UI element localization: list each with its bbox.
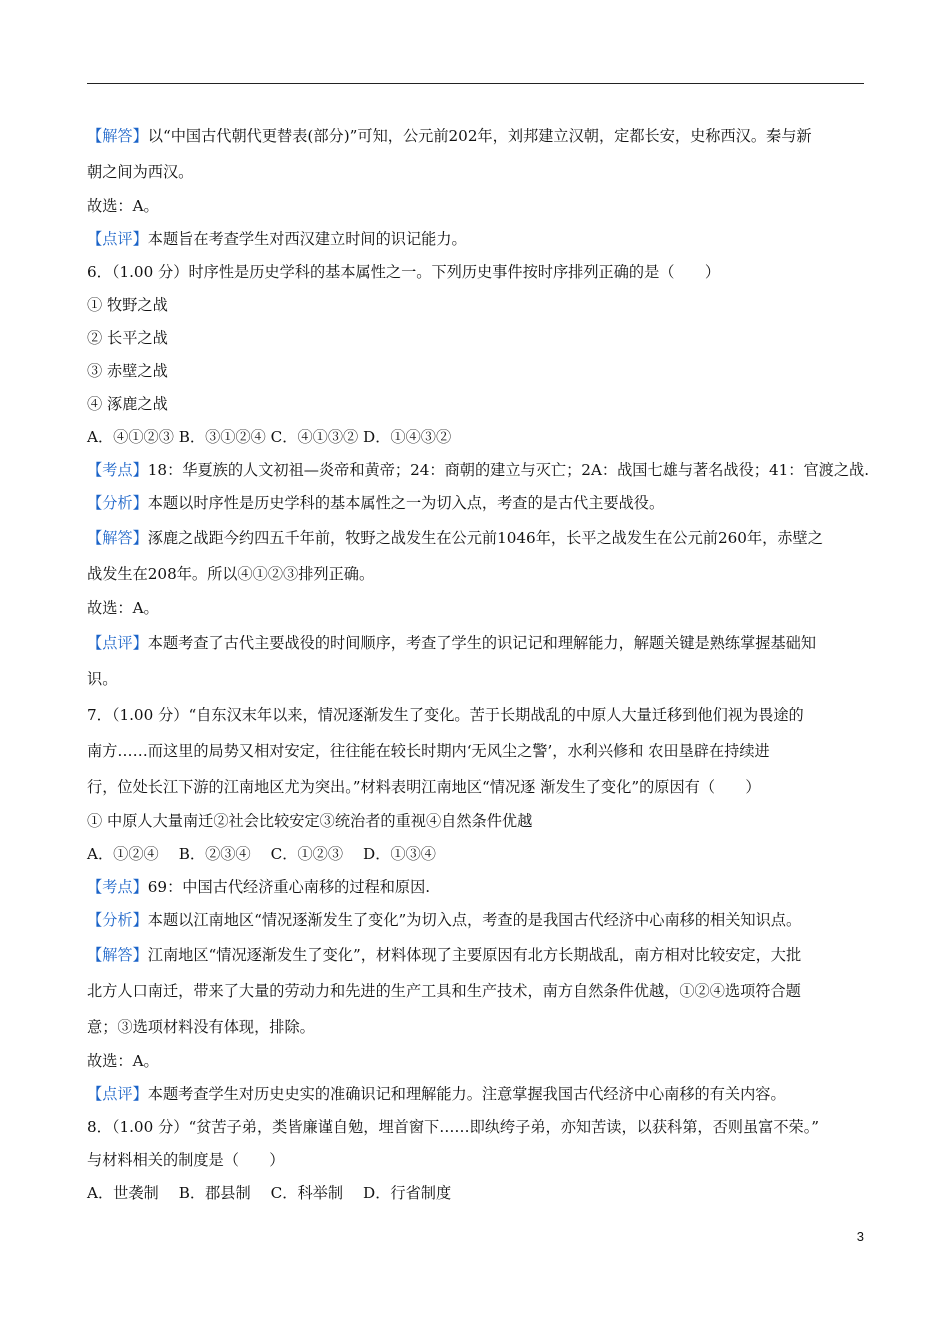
question-stem: 6．（1.00 分）时序性是历史学科的基本属性之一。下列历史事件按时序排列正确的是（ ）: [87, 263, 721, 281]
fenxi-label: 【分析】: [87, 911, 148, 929]
options-line: A．①②④ B．②③④ C．①②③ D．①③④: [87, 845, 436, 863]
choice-line: 故选：A。: [87, 197, 159, 215]
list-item: ① 中原人大量南迁②社会比较安定③统治者的重视④自然条件优越: [87, 812, 533, 830]
question-stem: 南方……而这里的局势又相对安定，往往能在较长时期内‘无风尘之警’，水利兴修和 农田垦辟在持续进: [87, 742, 770, 760]
answer-line: 【解答】以“中国古代朝代更替表(部分)”可知，公元前202年，刘邦建立汉朝，定都长安，史称西汉。秦与新: [87, 127, 812, 145]
page-content: [87, 118, 870, 1210]
answer-label: 【解答】: [87, 946, 148, 964]
list-item: ② 长平之战: [87, 329, 168, 347]
comment-line: 识。: [87, 670, 118, 688]
options-line: A．世袭制 B．郡县制 C．科举制 D．行省制度: [87, 1184, 452, 1202]
question-stem: 行，位处长江下游的江南地区尤为突出。”材料表明江南地区“情况逐 渐发生了变化”的原因有（ ）: [87, 778, 761, 796]
choice-line: 故选：A。: [87, 1052, 159, 1070]
options-line: A．④①②③ B．③①②④ C．④①③② D．①④③②: [87, 428, 452, 446]
comment-line: 【点评】本题考查了古代主要战役的时间顺序，考查了学生的识记记和理解能力，解题关键是熟练掌握基础知: [87, 634, 816, 652]
answer-label: 【解答】: [87, 127, 148, 145]
list-item: ① 牧野之战: [87, 296, 168, 314]
question-stem: 8．（1.00 分）“贫苦子弟，类皆廉谨自勉，埋首窗下……即纨绔子弟，亦知苦读，以获科第，否则虽富不荣。”: [87, 1118, 820, 1136]
comment-line: 【点评】本题旨在考查学生对西汉建立时间的识记能力。: [87, 230, 467, 248]
kaodian-label: 【考点】: [87, 878, 148, 896]
header-rule: [87, 83, 864, 84]
answer-line: 战发生在208年。所以④①②③排列正确。: [87, 565, 375, 583]
list-item: ③ 赤壁之战: [87, 362, 168, 380]
page-number: 3: [856, 1229, 864, 1244]
answer-line: 朝之间为西汉。: [87, 163, 194, 181]
kaodian-line: 【考点】18：华夏族的人文初祖—炎帝和黄帝；24：商朝的建立与灭亡；2A：战国七雄与著名战役；41：官渡之战.: [87, 461, 870, 479]
question-stem: 7．（1.00 分）“自东汉末年以来，情况逐渐发生了变化。苦于长期战乱的中原人大量迁移到他们视为畏途的: [87, 706, 804, 724]
list-item: ④ 涿鹿之战: [87, 395, 168, 413]
question-stem: 与材料相关的制度是（ ）: [87, 1151, 285, 1169]
answer-line: 意；③选项材料没有体现，排除。: [87, 1018, 315, 1036]
answer-line: 【解答】江南地区“情况逐渐发生了变化”，材料体现了主要原因有北方长期战乱，南方相对比较安定，大批: [87, 946, 802, 964]
fenxi-line: 【分析】本题以时序性是历史学科的基本属性之一为切入点，考查的是古代主要战役。: [87, 494, 665, 512]
fenxi-line: 【分析】本题以江南地区“情况逐渐发生了变化”为切入点，考查的是我国古代经济中心南移的相关知识点。: [87, 911, 802, 929]
answer-label: 【解答】: [87, 529, 148, 547]
answer-line: 【解答】涿鹿之战距今约四五千年前，牧野之战发生在公元前1046年，长平之战发生在公元前260年，赤壁之: [87, 529, 823, 547]
kaodian-label: 【考点】: [87, 461, 148, 479]
kaodian-line: 【考点】69：中国古代经济重心南移的过程和原因.: [87, 878, 431, 896]
answer-line: 北方人口南迁，带来了大量的劳动力和先进的生产工具和生产技术，南方自然条件优越，①②④选项符合题: [87, 982, 801, 1000]
comment-label: 【点评】: [87, 1085, 148, 1103]
comment-label: 【点评】: [87, 634, 148, 652]
choice-line: 故选：A。: [87, 599, 159, 617]
comment-label: 【点评】: [87, 230, 148, 248]
comment-line: 【点评】本题考查学生对历史史实的准确识记和理解能力。注意掌握我国古代经济中心南移的有关内容。: [87, 1085, 786, 1103]
fenxi-label: 【分析】: [87, 494, 148, 512]
